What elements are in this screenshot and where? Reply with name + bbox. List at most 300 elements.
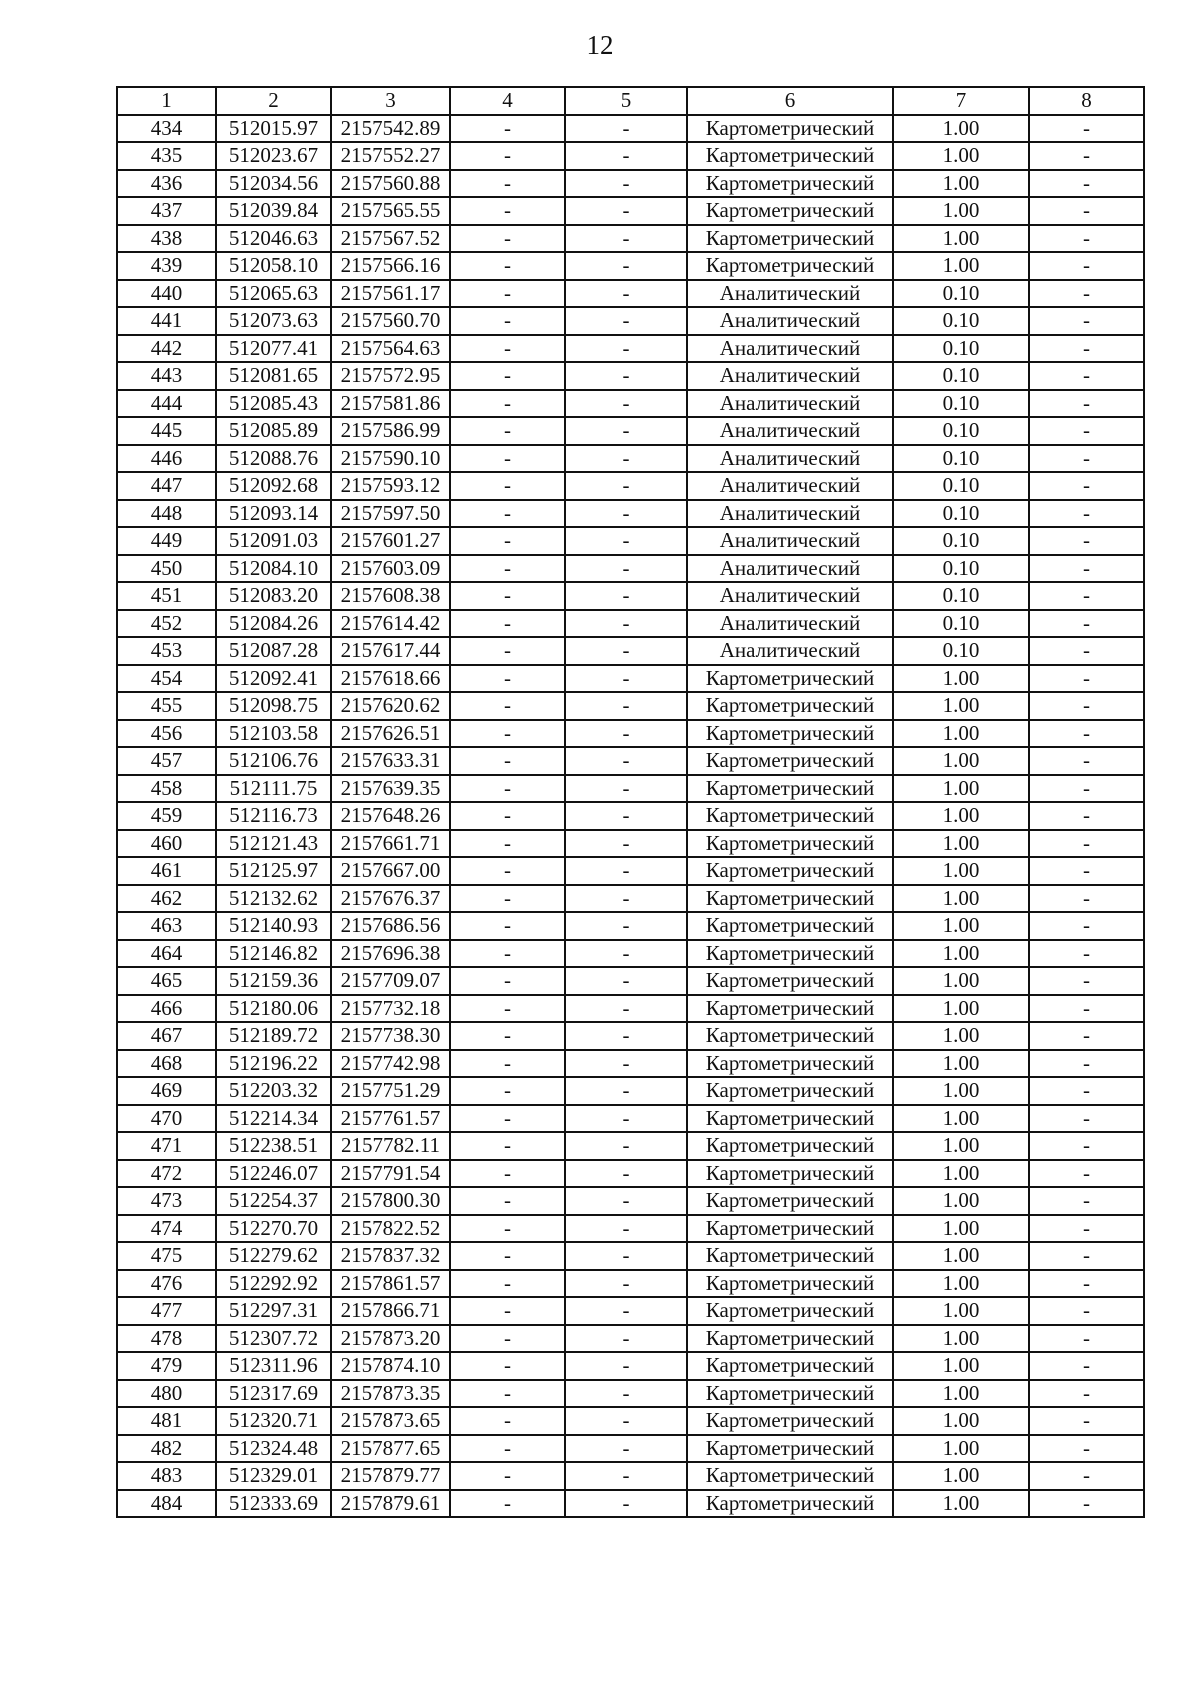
x-coordinate-cell: 512081.65 — [216, 362, 331, 390]
method-cell: Картометрический — [687, 1105, 893, 1133]
y-coordinate-cell: 2157782.11 — [331, 1132, 450, 1160]
y-coordinate-cell: 2157709.07 — [331, 967, 450, 995]
col8-cell: - — [1029, 940, 1144, 968]
method-cell: Аналитический — [687, 362, 893, 390]
col5-cell: - — [565, 142, 687, 170]
col8-cell: - — [1029, 1215, 1144, 1243]
col4-cell: - — [450, 1325, 565, 1353]
col4-cell: - — [450, 830, 565, 858]
point-number-cell: 457 — [117, 747, 216, 775]
col8-cell: - — [1029, 335, 1144, 363]
col4-cell: - — [450, 197, 565, 225]
col8-cell: - — [1029, 252, 1144, 280]
x-coordinate-cell: 512065.63 — [216, 280, 331, 308]
table-row — [117, 197, 1144, 225]
accuracy-cell: 1.00 — [893, 1077, 1029, 1105]
x-coordinate-cell: 512039.84 — [216, 197, 331, 225]
accuracy-cell: 1.00 — [893, 1352, 1029, 1380]
x-coordinate-cell: 512320.71 — [216, 1407, 331, 1435]
point-number-cell: 467 — [117, 1022, 216, 1050]
col4-cell: - — [450, 582, 565, 610]
accuracy-cell: 1.00 — [893, 692, 1029, 720]
method-cell: Картометрический — [687, 1352, 893, 1380]
method-cell: Картометрический — [687, 775, 893, 803]
accuracy-cell: 0.10 — [893, 445, 1029, 473]
point-number-cell: 435 — [117, 142, 216, 170]
table-row — [117, 885, 1144, 913]
x-coordinate-cell: 512189.72 — [216, 1022, 331, 1050]
col8-cell: - — [1029, 472, 1144, 500]
point-number-cell: 461 — [117, 857, 216, 885]
accuracy-cell: 1.00 — [893, 940, 1029, 968]
accuracy-cell: 0.10 — [893, 335, 1029, 363]
y-coordinate-cell: 2157618.66 — [331, 665, 450, 693]
accuracy-cell: 1.00 — [893, 1187, 1029, 1215]
col5-cell: - — [565, 885, 687, 913]
point-number-cell: 478 — [117, 1325, 216, 1353]
accuracy-cell: 1.00 — [893, 1132, 1029, 1160]
col8-cell: - — [1029, 1435, 1144, 1463]
accuracy-cell: 1.00 — [893, 1435, 1029, 1463]
accuracy-cell: 1.00 — [893, 1380, 1029, 1408]
accuracy-cell: 1.00 — [893, 1022, 1029, 1050]
col8-cell: - — [1029, 1050, 1144, 1078]
y-coordinate-cell: 2157732.18 — [331, 995, 450, 1023]
point-number-cell: 476 — [117, 1270, 216, 1298]
x-coordinate-cell: 512246.07 — [216, 1160, 331, 1188]
col4-cell: - — [450, 170, 565, 198]
point-number-cell: 456 — [117, 720, 216, 748]
table-row — [117, 252, 1144, 280]
col5-cell: - — [565, 1187, 687, 1215]
col4-cell: - — [450, 555, 565, 583]
table-row — [117, 1490, 1144, 1518]
table-row — [117, 995, 1144, 1023]
method-cell: Аналитический — [687, 445, 893, 473]
x-coordinate-cell: 512098.75 — [216, 692, 331, 720]
method-cell: Картометрический — [687, 170, 893, 198]
table-row — [117, 280, 1144, 308]
col8-cell: - — [1029, 142, 1144, 170]
col4-cell: - — [450, 940, 565, 968]
y-coordinate-cell: 2157822.52 — [331, 1215, 450, 1243]
accuracy-cell: 1.00 — [893, 912, 1029, 940]
col8-cell: - — [1029, 1462, 1144, 1490]
col8-cell: - — [1029, 1352, 1144, 1380]
col4-cell: - — [450, 335, 565, 363]
col4-cell: - — [450, 445, 565, 473]
x-coordinate-cell: 512085.43 — [216, 390, 331, 418]
method-cell: Аналитический — [687, 527, 893, 555]
col5-cell: - — [565, 1160, 687, 1188]
table-row — [117, 307, 1144, 335]
col5-cell: - — [565, 1105, 687, 1133]
coordinates-table — [116, 86, 1145, 1518]
col4-cell: - — [450, 1105, 565, 1133]
table-row — [117, 637, 1144, 665]
table-row — [117, 1160, 1144, 1188]
col5-cell: - — [565, 1077, 687, 1105]
col4-cell: - — [450, 1022, 565, 1050]
table-row — [117, 830, 1144, 858]
point-number-cell: 470 — [117, 1105, 216, 1133]
col4-cell: - — [450, 912, 565, 940]
method-cell: Картометрический — [687, 1215, 893, 1243]
point-number-cell: 459 — [117, 802, 216, 830]
x-coordinate-cell: 512333.69 — [216, 1490, 331, 1518]
col5-cell: - — [565, 775, 687, 803]
y-coordinate-cell: 2157676.37 — [331, 885, 450, 913]
y-coordinate-cell: 2157696.38 — [331, 940, 450, 968]
y-coordinate-cell: 2157837.32 — [331, 1242, 450, 1270]
method-cell: Картометрический — [687, 967, 893, 995]
col5-cell: - — [565, 830, 687, 858]
col8-cell: - — [1029, 1490, 1144, 1518]
col8-cell: - — [1029, 1407, 1144, 1435]
method-cell: Картометрический — [687, 225, 893, 253]
table-row — [117, 1077, 1144, 1105]
col5-cell: - — [565, 747, 687, 775]
table-row — [117, 967, 1144, 995]
x-coordinate-cell: 512146.82 — [216, 940, 331, 968]
accuracy-cell: 1.00 — [893, 802, 1029, 830]
col4-cell: - — [450, 527, 565, 555]
table-header — [117, 87, 1144, 115]
x-coordinate-cell: 512077.41 — [216, 335, 331, 363]
col8-cell: - — [1029, 115, 1144, 143]
table-row — [117, 472, 1144, 500]
col4-cell: - — [450, 115, 565, 143]
col5-cell: - — [565, 802, 687, 830]
accuracy-cell: 1.00 — [893, 747, 1029, 775]
col4-cell: - — [450, 637, 565, 665]
col5-cell: - — [565, 940, 687, 968]
method-cell: Картометрический — [687, 1407, 893, 1435]
method-cell: Картометрический — [687, 1297, 893, 1325]
accuracy-cell: 1.00 — [893, 1160, 1029, 1188]
point-number-cell: 446 — [117, 445, 216, 473]
col4-cell: - — [450, 610, 565, 638]
accuracy-cell: 0.10 — [893, 280, 1029, 308]
col5-cell: - — [565, 115, 687, 143]
table-row — [117, 335, 1144, 363]
accuracy-cell: 0.10 — [893, 500, 1029, 528]
col8-cell: - — [1029, 170, 1144, 198]
accuracy-cell: 1.00 — [893, 857, 1029, 885]
table-row — [117, 1242, 1144, 1270]
y-coordinate-cell: 2157738.30 — [331, 1022, 450, 1050]
method-cell: Аналитический — [687, 335, 893, 363]
x-coordinate-cell: 512046.63 — [216, 225, 331, 253]
x-coordinate-cell: 512092.41 — [216, 665, 331, 693]
col8-cell: - — [1029, 1132, 1144, 1160]
point-number-cell: 465 — [117, 967, 216, 995]
col8-cell: - — [1029, 280, 1144, 308]
x-coordinate-cell: 512254.37 — [216, 1187, 331, 1215]
y-coordinate-cell: 2157800.30 — [331, 1187, 450, 1215]
method-cell: Аналитический — [687, 610, 893, 638]
col8-cell: - — [1029, 1270, 1144, 1298]
x-coordinate-cell: 512084.26 — [216, 610, 331, 638]
col5-cell: - — [565, 692, 687, 720]
method-cell: Картометрический — [687, 802, 893, 830]
accuracy-cell: 1.00 — [893, 142, 1029, 170]
method-cell: Картометрический — [687, 197, 893, 225]
x-coordinate-cell: 512140.93 — [216, 912, 331, 940]
table-row — [117, 1462, 1144, 1490]
method-cell: Картометрический — [687, 747, 893, 775]
point-number-cell: 444 — [117, 390, 216, 418]
table-row — [117, 1105, 1144, 1133]
col8-cell: - — [1029, 362, 1144, 390]
col5-cell: - — [565, 335, 687, 363]
method-cell: Аналитический — [687, 555, 893, 583]
method-cell: Картометрический — [687, 912, 893, 940]
x-coordinate-cell: 512093.14 — [216, 500, 331, 528]
y-coordinate-cell: 2157626.51 — [331, 720, 450, 748]
y-coordinate-cell: 2157879.77 — [331, 1462, 450, 1490]
accuracy-cell: 0.10 — [893, 582, 1029, 610]
x-coordinate-cell: 512317.69 — [216, 1380, 331, 1408]
col4-cell: - — [450, 775, 565, 803]
col5-cell: - — [565, 417, 687, 445]
accuracy-cell: 0.10 — [893, 610, 1029, 638]
col8-cell: - — [1029, 1187, 1144, 1215]
y-coordinate-cell: 2157614.42 — [331, 610, 450, 638]
method-cell: Аналитический — [687, 582, 893, 610]
table-row — [117, 1187, 1144, 1215]
x-coordinate-cell: 512196.22 — [216, 1050, 331, 1078]
col8-cell: - — [1029, 857, 1144, 885]
y-coordinate-cell: 2157593.12 — [331, 472, 450, 500]
table-row — [117, 170, 1144, 198]
col4-cell: - — [450, 1050, 565, 1078]
col5-cell: - — [565, 1022, 687, 1050]
col8-cell: - — [1029, 775, 1144, 803]
col5-cell: - — [565, 307, 687, 335]
accuracy-cell: 1.00 — [893, 225, 1029, 253]
col4-cell: - — [450, 1352, 565, 1380]
accuracy-cell: 1.00 — [893, 967, 1029, 995]
x-coordinate-cell: 512311.96 — [216, 1352, 331, 1380]
accuracy-cell: 0.10 — [893, 555, 1029, 583]
table-row — [117, 142, 1144, 170]
col4-cell: - — [450, 1187, 565, 1215]
y-coordinate-cell: 2157873.20 — [331, 1325, 450, 1353]
method-cell: Картометрический — [687, 857, 893, 885]
y-coordinate-cell: 2157633.31 — [331, 747, 450, 775]
accuracy-cell: 1.00 — [893, 830, 1029, 858]
point-number-cell: 479 — [117, 1352, 216, 1380]
y-coordinate-cell: 2157565.55 — [331, 197, 450, 225]
x-coordinate-cell: 512092.68 — [216, 472, 331, 500]
col8-cell: - — [1029, 720, 1144, 748]
accuracy-cell: 1.00 — [893, 197, 1029, 225]
col4-cell: - — [450, 1490, 565, 1518]
y-coordinate-cell: 2157751.29 — [331, 1077, 450, 1105]
accuracy-cell: 0.10 — [893, 307, 1029, 335]
col8-cell: - — [1029, 967, 1144, 995]
col8-cell: - — [1029, 417, 1144, 445]
col4-cell: - — [450, 1462, 565, 1490]
table-row — [117, 940, 1144, 968]
col4-cell: - — [450, 720, 565, 748]
method-cell: Картометрический — [687, 1435, 893, 1463]
x-coordinate-cell: 512103.58 — [216, 720, 331, 748]
point-number-cell: 462 — [117, 885, 216, 913]
col8-cell: - — [1029, 885, 1144, 913]
col4-cell: - — [450, 665, 565, 693]
point-number-cell: 434 — [117, 115, 216, 143]
col4-cell: - — [450, 225, 565, 253]
point-number-cell: 466 — [117, 995, 216, 1023]
x-coordinate-cell: 512088.76 — [216, 445, 331, 473]
accuracy-cell: 1.00 — [893, 1407, 1029, 1435]
method-cell: Картометрический — [687, 885, 893, 913]
col4-cell: - — [450, 1077, 565, 1105]
col5-cell: - — [565, 1435, 687, 1463]
point-number-cell: 483 — [117, 1462, 216, 1490]
col4-cell: - — [450, 362, 565, 390]
y-coordinate-cell: 2157686.56 — [331, 912, 450, 940]
col8-cell: - — [1029, 692, 1144, 720]
col4-cell: - — [450, 1132, 565, 1160]
point-number-cell: 473 — [117, 1187, 216, 1215]
y-coordinate-cell: 2157873.65 — [331, 1407, 450, 1435]
col5-cell: - — [565, 555, 687, 583]
y-coordinate-cell: 2157874.10 — [331, 1352, 450, 1380]
accuracy-cell: 1.00 — [893, 775, 1029, 803]
col4-cell: - — [450, 1297, 565, 1325]
point-number-cell: 460 — [117, 830, 216, 858]
x-coordinate-cell: 512159.36 — [216, 967, 331, 995]
col8-cell: - — [1029, 1022, 1144, 1050]
column-header: 3 — [331, 87, 450, 115]
col8-cell: - — [1029, 610, 1144, 638]
accuracy-cell: 1.00 — [893, 1242, 1029, 1270]
y-coordinate-cell: 2157566.16 — [331, 252, 450, 280]
accuracy-cell: 1.00 — [893, 170, 1029, 198]
col4-cell: - — [450, 472, 565, 500]
y-coordinate-cell: 2157586.99 — [331, 417, 450, 445]
point-number-cell: 438 — [117, 225, 216, 253]
col4-cell: - — [450, 692, 565, 720]
y-coordinate-cell: 2157620.62 — [331, 692, 450, 720]
col8-cell: - — [1029, 445, 1144, 473]
x-coordinate-cell: 512087.28 — [216, 637, 331, 665]
method-cell: Картометрический — [687, 142, 893, 170]
col8-cell: - — [1029, 500, 1144, 528]
table-row — [117, 115, 1144, 143]
x-coordinate-cell: 512116.73 — [216, 802, 331, 830]
table-row — [117, 912, 1144, 940]
col5-cell: - — [565, 1380, 687, 1408]
y-coordinate-cell: 2157590.10 — [331, 445, 450, 473]
col8-cell: - — [1029, 1160, 1144, 1188]
point-number-cell: 450 — [117, 555, 216, 583]
col4-cell: - — [450, 1380, 565, 1408]
col4-cell: - — [450, 802, 565, 830]
method-cell: Аналитический — [687, 390, 893, 418]
point-number-cell: 448 — [117, 500, 216, 528]
col4-cell: - — [450, 747, 565, 775]
col5-cell: - — [565, 665, 687, 693]
col5-cell: - — [565, 197, 687, 225]
accuracy-cell: 1.00 — [893, 115, 1029, 143]
accuracy-cell: 0.10 — [893, 637, 1029, 665]
method-cell: Картометрический — [687, 1242, 893, 1270]
table-row — [117, 1132, 1144, 1160]
x-coordinate-cell: 512214.34 — [216, 1105, 331, 1133]
x-coordinate-cell: 512329.01 — [216, 1462, 331, 1490]
method-cell: Аналитический — [687, 417, 893, 445]
table-row — [117, 1022, 1144, 1050]
col5-cell: - — [565, 1407, 687, 1435]
col5-cell: - — [565, 445, 687, 473]
col4-cell: - — [450, 967, 565, 995]
col4-cell: - — [450, 1215, 565, 1243]
point-number-cell: 447 — [117, 472, 216, 500]
table-row — [117, 527, 1144, 555]
y-coordinate-cell: 2157661.71 — [331, 830, 450, 858]
col5-cell: - — [565, 857, 687, 885]
y-coordinate-cell: 2157639.35 — [331, 775, 450, 803]
method-cell: Картометрический — [687, 830, 893, 858]
method-cell: Картометрический — [687, 720, 893, 748]
x-coordinate-cell: 512307.72 — [216, 1325, 331, 1353]
y-coordinate-cell: 2157560.70 — [331, 307, 450, 335]
point-number-cell: 445 — [117, 417, 216, 445]
point-number-cell: 463 — [117, 912, 216, 940]
y-coordinate-cell: 2157560.88 — [331, 170, 450, 198]
point-number-cell: 458 — [117, 775, 216, 803]
method-cell: Картометрический — [687, 1160, 893, 1188]
y-coordinate-cell: 2157761.57 — [331, 1105, 450, 1133]
col4-cell: - — [450, 280, 565, 308]
x-coordinate-cell: 512073.63 — [216, 307, 331, 335]
accuracy-cell: 0.10 — [893, 390, 1029, 418]
table-body — [117, 115, 1144, 1518]
col8-cell: - — [1029, 747, 1144, 775]
y-coordinate-cell: 2157552.27 — [331, 142, 450, 170]
y-coordinate-cell: 2157564.63 — [331, 335, 450, 363]
accuracy-cell: 1.00 — [893, 665, 1029, 693]
accuracy-cell: 0.10 — [893, 527, 1029, 555]
col8-cell: - — [1029, 802, 1144, 830]
col8-cell: - — [1029, 1105, 1144, 1133]
y-coordinate-cell: 2157742.98 — [331, 1050, 450, 1078]
x-coordinate-cell: 512106.76 — [216, 747, 331, 775]
table-row — [117, 857, 1144, 885]
table-row — [117, 802, 1144, 830]
point-number-cell: 449 — [117, 527, 216, 555]
y-coordinate-cell: 2157561.17 — [331, 280, 450, 308]
col8-cell: - — [1029, 1242, 1144, 1270]
point-number-cell: 436 — [117, 170, 216, 198]
point-number-cell: 484 — [117, 1490, 216, 1518]
x-coordinate-cell: 512238.51 — [216, 1132, 331, 1160]
method-cell: Картометрический — [687, 1490, 893, 1518]
accuracy-cell: 1.00 — [893, 1270, 1029, 1298]
y-coordinate-cell: 2157601.27 — [331, 527, 450, 555]
column-header: 6 — [687, 87, 893, 115]
x-coordinate-cell: 512324.48 — [216, 1435, 331, 1463]
col5-cell: - — [565, 1297, 687, 1325]
method-cell: Аналитический — [687, 472, 893, 500]
x-coordinate-cell: 512023.67 — [216, 142, 331, 170]
col5-cell: - — [565, 1132, 687, 1160]
point-number-cell: 469 — [117, 1077, 216, 1105]
